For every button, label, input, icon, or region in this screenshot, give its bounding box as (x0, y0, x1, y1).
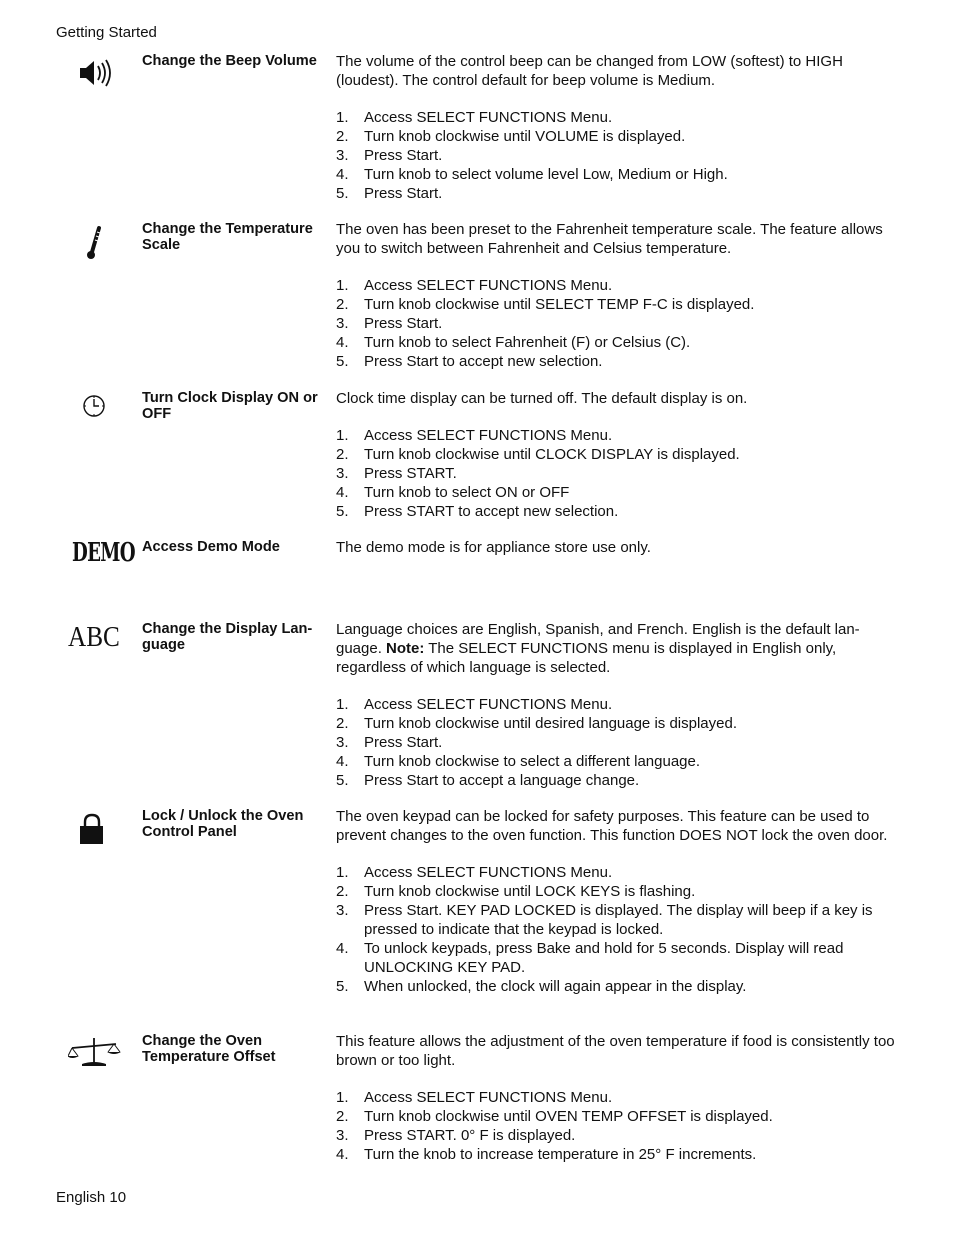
section-title: Change the Beep Volume (142, 53, 317, 69)
section-body (336, 807, 898, 996)
section-paragraph: This feature allows the adjustment of the oven temperature if food is consistently too brown or too light. (336, 1033, 895, 1069)
list-item: 5. Press START to accept new selection. (336, 503, 619, 520)
list-item: 3. Press Start. KEY PAD LOCKED is displayed. The display will beep if a key is pressed to indicate that the keypad is locked. (336, 902, 873, 938)
clock-icon (66, 389, 126, 429)
steps-list (336, 108, 898, 203)
page-header: Getting Started (56, 24, 157, 41)
steps-list (336, 695, 898, 790)
list-item: 1. Access SELECT FUNCTIONS Menu. (336, 864, 613, 881)
list-item: 5. Press Start. (336, 185, 443, 202)
list-item: 4. To unlock keypads, press Bake and hold for 5 seconds. Display will read UNLOCKING KEY PAD. (336, 940, 844, 976)
section-paragraph: The oven keypad can be locked for safety purposes. This feature can be used to prevent changes to the oven function. This function DOES NOT lock the oven door. (336, 808, 888, 844)
scale-icon (68, 1034, 128, 1074)
list-item: 2. Turn knob clockwise until desired language is displayed. (336, 715, 737, 732)
list-item: 2. Turn knob clockwise until LOCK KEYS is flashing. (336, 883, 696, 900)
list-item: 1. Access SELECT FUNCTIONS Menu. (336, 427, 613, 444)
list-item: 4. Turn knob to select ON or OFF (336, 484, 570, 501)
section-paragraph: The volume of the control beep can be changed from LOW (softest) to HIGH (loudest). The control default for beep volume is Medium. (336, 53, 843, 89)
demo-icon: DEMO (72, 538, 135, 568)
section-title: Turn Clock Display ON or OFF (142, 390, 318, 422)
list-item: 1. Access SELECT FUNCTIONS Menu. (336, 696, 613, 713)
section-title: Access Demo Mode (142, 539, 280, 555)
abc-icon: ABC (68, 622, 120, 653)
steps-list (336, 863, 898, 996)
section-body (336, 389, 898, 521)
section-body (336, 620, 898, 790)
section-title: Change the Oven Temperature Offset (142, 1033, 276, 1065)
section-paragraph: The demo mode is for appliance store use only. (336, 539, 651, 556)
steps-list (336, 1088, 898, 1164)
list-item: 5. When unlocked, the clock will again appear in the display. (336, 978, 747, 995)
steps-list (336, 276, 898, 371)
list-item: 4. Turn the knob to increase temperature in 25° F increments. (336, 1146, 757, 1163)
section-body (336, 1032, 898, 1164)
list-item: 3. Press START. (336, 465, 457, 482)
section-paragraph: The oven has been preset to the Fahrenheit temperature scale. The feature allows you to switch between Fahrenheit and Celsius temperature. (336, 221, 883, 257)
section-title: Change the Display Lan-guage (142, 621, 313, 653)
list-item: 2. Turn knob clockwise until SELECT TEMP F-C is displayed. (336, 296, 755, 313)
speaker-icon (66, 54, 126, 94)
list-item: 1. Access SELECT FUNCTIONS Menu. (336, 1089, 613, 1106)
list-item: 2. Turn knob clockwise until VOLUME is displayed. (336, 128, 686, 145)
section-body (336, 538, 898, 557)
list-item: 2. Turn knob clockwise until OVEN TEMP OFFSET is displayed. (336, 1108, 773, 1125)
list-item: 5. Press Start to accept new selection. (336, 353, 603, 370)
thermometer-icon (66, 224, 126, 264)
section-body (336, 220, 898, 371)
list-item: 3. Press Start. (336, 315, 443, 332)
list-item: 2. Turn knob clockwise until CLOCK DISPLAY is displayed. (336, 446, 740, 463)
list-item: 3. Press Start. (336, 734, 443, 751)
list-item: 4. Turn knob to select volume level Low, Medium or High. (336, 166, 728, 183)
section-paragraph: Language choices are English, Spanish, and French. English is the default lan-guage. Note: The SELECT FUNCTIONS menu is displayed in English only, regardless of which language is selected. (336, 621, 860, 676)
steps-list (336, 426, 898, 521)
list-item: 1. Access SELECT FUNCTIONS Menu. (336, 277, 613, 294)
section-paragraph: Clock time display can be turned off. The default display is on. (336, 390, 748, 407)
list-item: 4. Turn knob clockwise to select a different language. (336, 753, 701, 770)
list-item: 3. Press Start. (336, 147, 443, 164)
section-body (336, 52, 898, 203)
list-item: 4. Turn knob to select Fahrenheit (F) or Celsius (C). (336, 334, 691, 351)
list-item: 1. Access SELECT FUNCTIONS Menu. (336, 109, 613, 126)
page-footer: English 10 (56, 1189, 127, 1206)
section-title: Lock / Unlock the Oven Control Panel (142, 808, 304, 840)
lock-icon (66, 811, 126, 851)
list-item: 3. Press START. 0° F is displayed. (336, 1127, 576, 1144)
list-item: 5. Press Start to accept a language change. (336, 772, 640, 789)
section-title: Change the Temperature Scale (142, 221, 313, 253)
